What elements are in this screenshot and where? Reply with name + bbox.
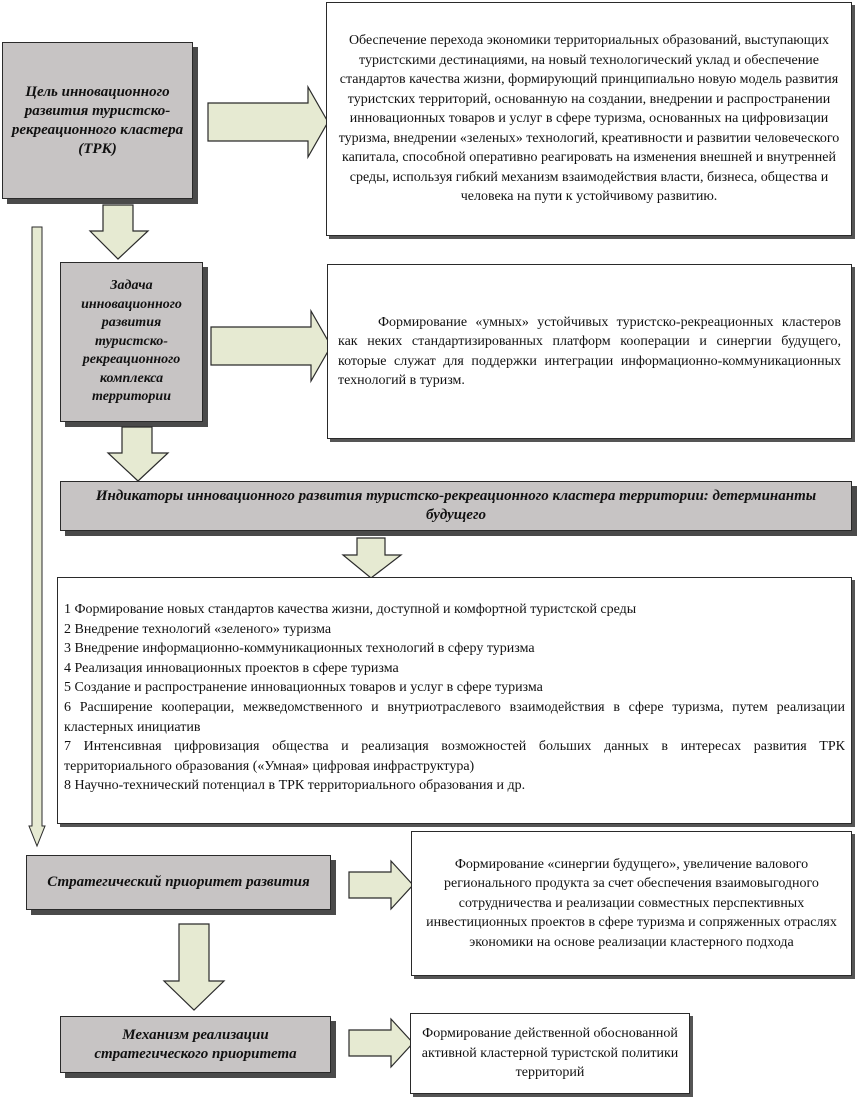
down-arrow-icon	[89, 204, 149, 260]
mechanism-text: Формирование действенной обоснованной активной кластерной туристской политики территорий	[421, 1026, 679, 1081]
list-item: 3 Внедрение информационно-коммуникационных технологий в сферу туризма	[64, 641, 535, 657]
mechanism-label-box	[60, 1016, 331, 1073]
list-item: 2 Внедрение технологий «зеленого» туризма	[64, 621, 332, 637]
goal-label: Цель инновационного развития туристско-рекреационного кластера (ТРК)	[11, 83, 184, 157]
task-label: Задача инновационного развития туристско-рекреационного комплекса территории	[81, 278, 182, 405]
task-text: Формирование «умных» устойчивых туристско-рекреационных кластеров как неких стандартизированных платформ кооперации и синергии будущего, которые служат для поддержки интеграции информационно-коммуникационных технологий в туризм.	[338, 314, 841, 388]
list-item: 1 Формирование новых стандартов качества жизни, доступной и комфортной туристской среды	[64, 602, 637, 617]
list-item: 4 Реализация инновационных проектов в сфере туризма	[64, 660, 399, 676]
goal-text: Обеспечение перехода экономики территориальных образований, выступающих туристскими дестинациями, на новый технологический уклад и обеспечение стандартов качества жизни, формирующий принципиально новую модель развития туристских территорий, основанную на создании, внедрении и распространении инновационных товаров и услуг в сфере туризма, основанных на цифровизации туризма, внедрении «зеленых» технологий, креативности и развитии человеческого капитала, способной оперативно реагировать на изменения внешней и внутренней среды, используя гибкий механизм взаимодействия власти, бизнеса, общества и человека на пути к устойчивому развитию.	[338, 33, 840, 205]
right-arrow-icon	[207, 86, 329, 158]
task-text-box	[327, 264, 852, 439]
priority-label-box	[26, 855, 331, 910]
list-item: 7 Интенсивная цифровизация общества и реализация возможностей больших данных в интересах развития ТРК территориального образования («Умная» цифровая инфраструктура)	[64, 739, 845, 774]
indicators-title-box	[60, 481, 852, 531]
right-arrow-icon	[348, 860, 414, 910]
goal-label-box	[2, 42, 193, 199]
list-item: 6 Расширение кооперации, межведомственного и внутриотраслевого взаимодействия в сфере туризма, путем реализации кластерных инициатив	[64, 699, 845, 735]
indicators-title: Индикаторы инновационного развития туристско-рекреационного кластера территории: детерминанты будущего	[95, 488, 817, 523]
down-arrow-icon	[163, 923, 225, 1011]
mechanism-text-box	[410, 1013, 690, 1094]
task-label-box	[60, 262, 203, 422]
right-arrow-icon	[210, 310, 332, 382]
priority-text: Формирование «синергии будущего», увеличение валового регионального продукта за счет обеспечения взаимовыгодного сотрудничества и реализации совместных перспективных инвестиционных проектов в сфере туризма и сопряженных отраслях экономики на основе реализации кластерного подхода	[426, 856, 837, 950]
right-arrow-icon	[348, 1018, 414, 1068]
down-arrow-icon	[107, 426, 169, 482]
long-down-arrow-icon	[28, 226, 46, 848]
list-item: 8 Научно-технический потенциал в ТРК территориального образования и др.	[64, 778, 526, 794]
goal-text-box	[326, 2, 852, 236]
priority-text-box	[411, 831, 852, 976]
list-item: 5 Создание и распространение инновационных товаров и услуг в сфере туризма	[64, 680, 543, 696]
priority-label: Стратегический приоритет развития	[47, 874, 310, 890]
indicators-list	[57, 577, 852, 824]
mechanism-label: Механизм реализации стратегического приоритета	[94, 1026, 297, 1062]
down-arrow-icon	[342, 537, 402, 579]
